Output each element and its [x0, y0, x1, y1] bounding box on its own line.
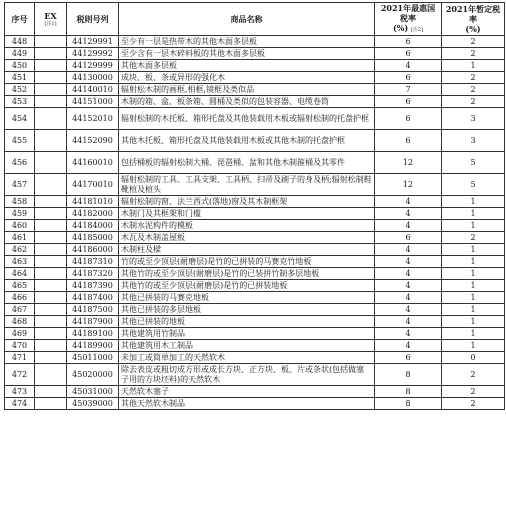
cell-code: 44182000 — [67, 208, 119, 220]
cell-mfn-rate: 4 — [375, 280, 442, 292]
cell-code: 44151000 — [67, 96, 119, 108]
header-provisional-label: 2021年暂定税率 — [445, 4, 501, 24]
cell-mfn-rate: 4 — [375, 292, 442, 304]
table-row — [5, 196, 505, 208]
header-mfn-label: 2021年最惠国税率 — [380, 3, 436, 23]
cell-mfn-rate: 6 — [375, 130, 442, 152]
cell-name: 其他木托板、箱形托盘及其他装载用木板或其他木制的托盘护框 — [119, 130, 375, 152]
cell-name: 辐射松制的工具、工具支架、工具柄、扫帚及刷子的身及柄;辐射松制鞋靴楦及楦头 — [119, 174, 375, 196]
header-provisional-rate — [442, 3, 505, 36]
cell-name: 辐射松制的窗、法兰西式(落地)窗及其木制框架 — [119, 196, 375, 208]
cell-seq: 465 — [5, 280, 35, 292]
cell-code: 44187500 — [67, 304, 119, 316]
cell-code: 44129991 — [67, 36, 119, 48]
table-row — [5, 316, 505, 328]
cell-ex — [35, 48, 67, 60]
header-provisional-unit: (%) — [465, 24, 481, 34]
cell-provisional-rate: 1 — [442, 244, 505, 256]
cell-code: 45031000 — [67, 386, 119, 398]
cell-seq: 454 — [5, 108, 35, 130]
cell-mfn-rate: 8 — [375, 386, 442, 398]
cell-code: 44189100 — [67, 328, 119, 340]
cell-seq: 449 — [5, 48, 35, 60]
table-row — [5, 386, 505, 398]
cell-provisional-rate: 1 — [442, 292, 505, 304]
table-row — [5, 292, 505, 304]
cell-seq: 470 — [5, 340, 35, 352]
table-row — [5, 174, 505, 196]
cell-seq: 472 — [5, 364, 35, 386]
cell-provisional-rate: 2 — [442, 84, 505, 96]
cell-seq: 471 — [5, 352, 35, 364]
cell-name: 成块、板、条或异形的强化木 — [119, 72, 375, 84]
table-row — [5, 244, 505, 256]
cell-code: 44187900 — [67, 316, 119, 328]
cell-mfn-rate: 6 — [375, 232, 442, 244]
cell-ex — [35, 36, 67, 48]
table-row — [5, 72, 505, 84]
header-mfn-rate — [375, 3, 442, 36]
cell-code: 44152010 — [67, 108, 119, 130]
cell-seq: 457 — [5, 174, 35, 196]
cell-provisional-rate: 1 — [442, 280, 505, 292]
header-ex — [35, 3, 67, 36]
cell-provisional-rate: 2 — [442, 96, 505, 108]
cell-ex — [35, 292, 67, 304]
header-mfn-unit-line — [377, 23, 439, 35]
cell-provisional-rate: 1 — [442, 268, 505, 280]
cell-provisional-rate: 1 — [442, 340, 505, 352]
cell-mfn-rate: 4 — [375, 268, 442, 280]
cell-seq: 464 — [5, 268, 35, 280]
cell-mfn-rate: 6 — [375, 72, 442, 84]
table-row — [5, 36, 505, 48]
cell-ex — [35, 280, 67, 292]
cell-seq: 451 — [5, 72, 35, 84]
cell-mfn-rate: 4 — [375, 196, 442, 208]
cell-mfn-rate: 4 — [375, 220, 442, 232]
cell-mfn-rate: 6 — [375, 108, 442, 130]
cell-provisional-rate: 2 — [442, 364, 505, 386]
header-seq: 序号 — [5, 3, 35, 36]
cell-code: 45011000 — [67, 352, 119, 364]
table-row — [5, 48, 505, 60]
cell-provisional-rate: 3 — [442, 130, 505, 152]
cell-ex — [35, 96, 67, 108]
cell-ex — [35, 108, 67, 130]
cell-name: 木制水泥构件的模板 — [119, 220, 375, 232]
cell-seq: 462 — [5, 244, 35, 256]
cell-name: 未加工或简单加工的天然软木 — [119, 352, 375, 364]
cell-provisional-rate: 1 — [442, 220, 505, 232]
cell-seq: 455 — [5, 130, 35, 152]
table-header-row — [5, 3, 505, 36]
cell-mfn-rate: 6 — [375, 352, 442, 364]
cell-name: 其他天然软木制品 — [119, 398, 375, 410]
table-row — [5, 256, 505, 268]
cell-name: 木制的箱、盒、板条箱、圆桶及类似的包装容器、电缆卷筒 — [119, 96, 375, 108]
cell-name: 辐射松制的木托板、箱形托盘及其他装载用木板或辐射松制的托盘护框 — [119, 108, 375, 130]
cell-ex — [35, 304, 67, 316]
cell-seq: 466 — [5, 292, 35, 304]
cell-seq: 474 — [5, 398, 35, 410]
table-row — [5, 232, 505, 244]
cell-name: 辐射松木制的画框,相框,镜框及类似品 — [119, 84, 375, 96]
cell-provisional-rate: 2 — [442, 36, 505, 48]
cell-code: 44140010 — [67, 84, 119, 96]
cell-name: 包括桶板的辐射松制大桶、琵琶桶、盆和其他木制箍桶及其零件 — [119, 152, 375, 174]
cell-ex — [35, 364, 67, 386]
cell-name: 除去表皮或粗切成方形或成长方块、正方块、板、片或条状(包括做塞子用的方块坯料)的天然软木 — [119, 364, 375, 386]
cell-provisional-rate: 1 — [442, 196, 505, 208]
header-mfn-note: [注2] — [410, 27, 424, 33]
cell-provisional-rate: 2 — [442, 386, 505, 398]
table-row — [5, 340, 505, 352]
cell-provisional-rate: 1 — [442, 60, 505, 72]
table-row — [5, 108, 505, 130]
cell-seq: 456 — [5, 152, 35, 174]
table-row — [5, 152, 505, 174]
table-row — [5, 304, 505, 316]
cell-code: 44129999 — [67, 60, 119, 72]
cell-seq: 469 — [5, 328, 35, 340]
cell-name: 其他建筑用竹制品 — [119, 328, 375, 340]
cell-mfn-rate: 6 — [375, 96, 442, 108]
cell-mfn-rate: 12 — [375, 152, 442, 174]
cell-mfn-rate: 4 — [375, 340, 442, 352]
cell-seq: 467 — [5, 304, 35, 316]
cell-name: 木制门及其框架和门槛 — [119, 208, 375, 220]
tariff-page — [4, 2, 504, 410]
cell-ex — [35, 340, 67, 352]
cell-mfn-rate: 4 — [375, 256, 442, 268]
cell-ex — [35, 256, 67, 268]
table-row — [5, 220, 505, 232]
cell-seq: 450 — [5, 60, 35, 72]
cell-ex — [35, 152, 67, 174]
table-row — [5, 208, 505, 220]
cell-name: 木制柱及樑 — [119, 244, 375, 256]
cell-name: 至少有一层是热带木的其他木面多层板 — [119, 36, 375, 48]
cell-ex — [35, 268, 67, 280]
cell-code: 44152090 — [67, 130, 119, 152]
cell-name: 其他木面多层板 — [119, 60, 375, 72]
cell-code: 44181010 — [67, 196, 119, 208]
header-name: 商品名称 — [119, 3, 375, 36]
cell-name: 其他竹的或至少顶层(耐磨层)是竹的已拼装地板 — [119, 280, 375, 292]
cell-ex — [35, 196, 67, 208]
cell-seq: 460 — [5, 220, 35, 232]
cell-mfn-rate: 7 — [375, 84, 442, 96]
cell-provisional-rate: 3 — [442, 108, 505, 130]
cell-ex — [35, 60, 67, 72]
cell-ex — [35, 84, 67, 96]
cell-provisional-rate: 1 — [442, 304, 505, 316]
cell-mfn-rate: 8 — [375, 398, 442, 410]
cell-seq: 459 — [5, 208, 35, 220]
cell-mfn-rate: 4 — [375, 60, 442, 72]
tariff-body — [5, 36, 505, 410]
cell-seq: 461 — [5, 232, 35, 244]
cell-ex — [35, 244, 67, 256]
cell-seq: 463 — [5, 256, 35, 268]
cell-seq: 458 — [5, 196, 35, 208]
cell-provisional-rate: 1 — [442, 256, 505, 268]
table-row — [5, 96, 505, 108]
cell-seq: 473 — [5, 386, 35, 398]
table-row — [5, 280, 505, 292]
cell-ex — [35, 232, 67, 244]
cell-mfn-rate: 6 — [375, 36, 442, 48]
cell-provisional-rate: 1 — [442, 208, 505, 220]
cell-provisional-rate: 2 — [442, 72, 505, 84]
cell-mfn-rate: 4 — [375, 208, 442, 220]
cell-name: 木瓦及木制盖屋板 — [119, 232, 375, 244]
cell-code: 44189900 — [67, 340, 119, 352]
cell-ex — [35, 316, 67, 328]
table-row — [5, 84, 505, 96]
cell-provisional-rate: 5 — [442, 174, 505, 196]
cell-code: 44185000 — [67, 232, 119, 244]
cell-code: 44129992 — [67, 48, 119, 60]
cell-code: 45020000 — [67, 364, 119, 386]
cell-ex — [35, 398, 67, 410]
cell-seq: 448 — [5, 36, 35, 48]
cell-ex — [35, 352, 67, 364]
header-ex-label: EX — [44, 11, 57, 21]
cell-provisional-rate: 2 — [442, 398, 505, 410]
tariff-table — [4, 2, 505, 410]
cell-ex — [35, 386, 67, 398]
cell-code: 45039000 — [67, 398, 119, 410]
cell-ex — [35, 72, 67, 84]
cell-seq: 453 — [5, 96, 35, 108]
cell-code: 44170010 — [67, 174, 119, 196]
table-row — [5, 364, 505, 386]
cell-mfn-rate: 4 — [375, 244, 442, 256]
cell-code: 44187310 — [67, 256, 119, 268]
table-row — [5, 268, 505, 280]
cell-name: 其他竹的或至少顶层(耐磨层)是竹的已装拼竹制多层地板 — [119, 268, 375, 280]
cell-name: 至少含有一层木碎料板的其他木面多层板 — [119, 48, 375, 60]
cell-provisional-rate: 2 — [442, 232, 505, 244]
cell-mfn-rate: 6 — [375, 48, 442, 60]
cell-ex — [35, 328, 67, 340]
cell-provisional-rate: 1 — [442, 316, 505, 328]
header-ex-note: [注1] — [44, 21, 57, 27]
table-row — [5, 352, 505, 364]
table-row — [5, 130, 505, 152]
cell-name: 其他建筑用木工制品 — [119, 340, 375, 352]
table-row — [5, 60, 505, 72]
cell-mfn-rate: 4 — [375, 328, 442, 340]
cell-seq: 452 — [5, 84, 35, 96]
table-row — [5, 398, 505, 410]
cell-ex — [35, 208, 67, 220]
cell-provisional-rate: 5 — [442, 152, 505, 174]
cell-mfn-rate: 12 — [375, 174, 442, 196]
cell-code: 44184000 — [67, 220, 119, 232]
cell-code: 44160010 — [67, 152, 119, 174]
cell-mfn-rate: 8 — [375, 364, 442, 386]
cell-code: 44187320 — [67, 268, 119, 280]
cell-code: 44130000 — [67, 72, 119, 84]
cell-provisional-rate: 0 — [442, 352, 505, 364]
cell-code: 44187390 — [67, 280, 119, 292]
cell-code: 44186000 — [67, 244, 119, 256]
table-row — [5, 328, 505, 340]
header-mfn-unit: (%) — [392, 23, 409, 33]
cell-ex — [35, 220, 67, 232]
cell-name: 其他已拼装的马赛克地板 — [119, 292, 375, 304]
cell-mfn-rate: 4 — [375, 304, 442, 316]
cell-name: 其他已拼装的地板 — [119, 316, 375, 328]
cell-code: 44187400 — [67, 292, 119, 304]
cell-ex — [35, 174, 67, 196]
cell-provisional-rate: 2 — [442, 48, 505, 60]
cell-seq: 468 — [5, 316, 35, 328]
header-code: 税则号列 — [67, 3, 119, 36]
cell-name: 其他已拼装的多层地板 — [119, 304, 375, 316]
cell-mfn-rate: 4 — [375, 316, 442, 328]
cell-name: 竹的或至少顶层(耐磨层)是竹的已拼装的马赛克竹地板 — [119, 256, 375, 268]
cell-provisional-rate: 1 — [442, 328, 505, 340]
cell-ex — [35, 130, 67, 152]
cell-name: 天然软木塞子 — [119, 386, 375, 398]
